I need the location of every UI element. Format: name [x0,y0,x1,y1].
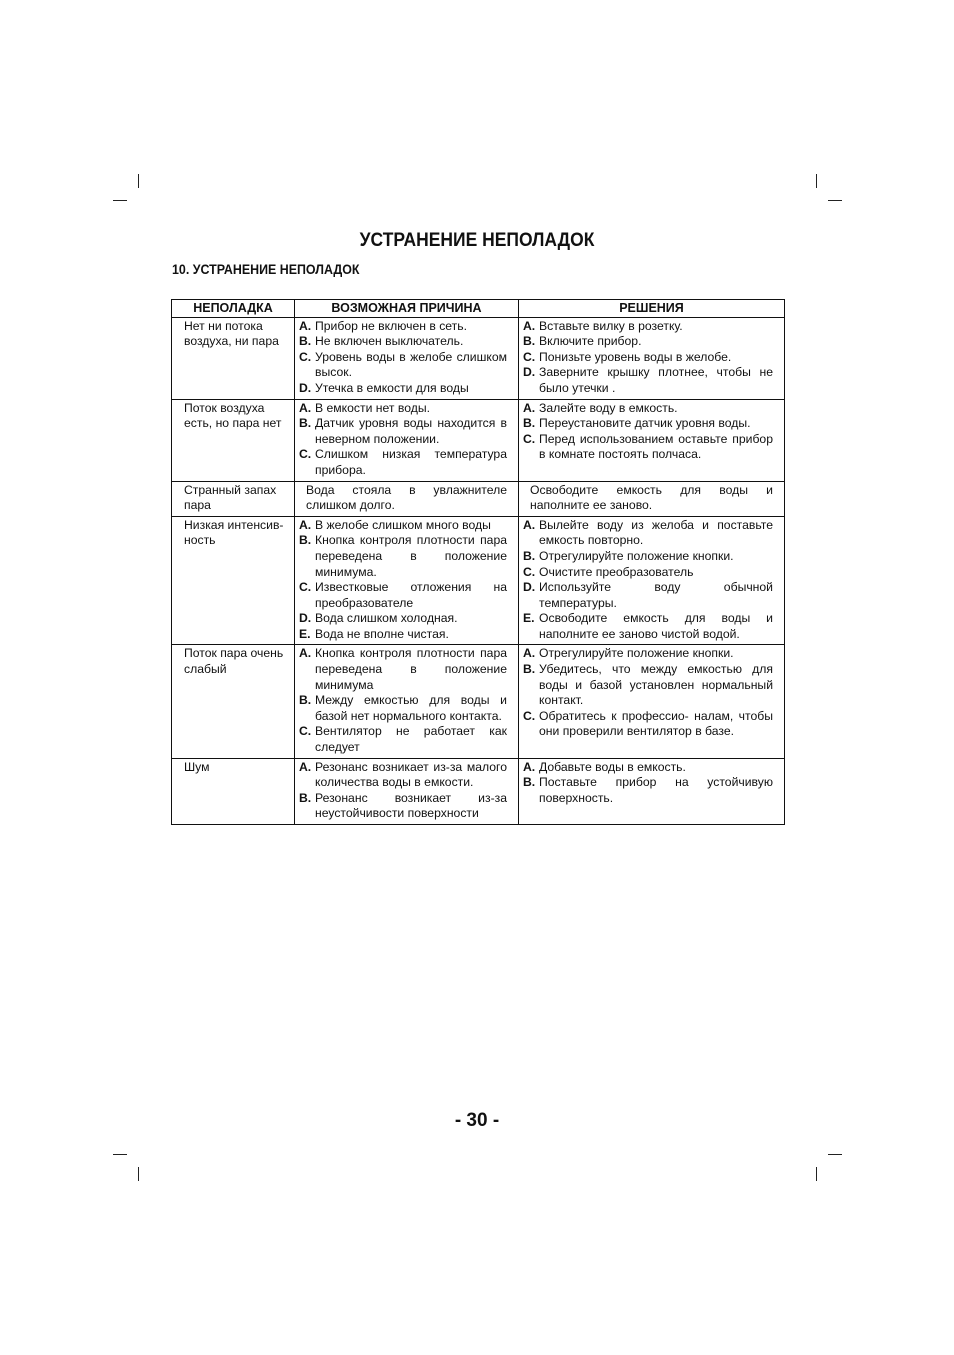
problem-cell: Нет ни потока воздуха, ни пара [172,317,295,399]
list-item: A. Отрегулируйте положение кнопки. [523,646,734,661]
list-item: B. Отрегулируйте положение кнопки. [523,548,734,563]
header-cause: ВОЗМОЖНАЯ ПРИЧИНА [295,300,519,318]
list-item: E. Вода не вполне чистая. [299,626,449,641]
solution-cell: Освободите емкость для воды и наполните ее заново. [519,481,785,516]
list-item: A. Вставьте вилку в розетку. [523,318,683,333]
list-item: C. Известковые отложения на преобразователе [299,580,507,610]
list-item: A. Прибор не включен в сеть. [299,318,467,333]
list-item: B. Переустановите датчик уровня воды. [523,416,751,431]
crop-mark-bottom-left-vertical [138,1167,139,1181]
page-title: УСТРАНЕНИЕ НЕПОЛАДОК [359,230,595,251]
cause-cell [295,758,519,824]
header-solution: РЕШЕНИЯ [519,300,785,318]
list-item: C. Уровень воды в желобе слишком высок. [299,349,507,380]
list-item: B. Не включен выключатель. [299,334,464,349]
list-item: B. Датчик уровня воды находится в неверном положении. [299,416,507,446]
list-item: C. Перед использованием оставьте прибор в комнате постоять полчаса. [523,431,773,462]
list-item: A. В желобе слишком много воды [299,517,491,532]
table-row [172,317,785,399]
list-item: C. Очистите преобразователь [523,564,694,579]
crop-mark-bottom-left-horizontal [113,1154,127,1155]
crop-mark-top-left-vertical [138,174,139,188]
crop-mark-top-right-horizontal [828,200,842,201]
list-item: B. Между емкостью для воды и базой нет нормального контакта. [299,693,507,723]
cause-cell [295,516,519,645]
list-item: E. Освободите емкость для воды и наполните ее заново чистой водой. [523,611,773,641]
header-problem: НЕПОЛАДКА [172,300,295,318]
solution-cell [519,317,785,399]
list-item: A. Залейте воду в емкость. [523,400,678,415]
crop-mark-top-right-vertical [816,174,817,188]
table-row [172,758,785,824]
crop-mark-bottom-right-horizontal [828,1154,842,1155]
list-item: B. Поставьте прибор на устойчивую поверхность. [523,775,773,805]
table-row [172,516,785,645]
solution-cell [519,399,785,481]
list-item: C. Обратитесь к профессио- налам, чтобы они проверили вентилятор в базе. [523,708,773,739]
solution-cell [519,645,785,758]
table-row [172,399,785,481]
list-item: B. Резонанс возникает из-за неустойчивости поверхности [299,790,507,821]
cause-cell [295,645,519,758]
list-item: C. Слишком низкая температура прибора. [299,447,507,477]
cause-cell: Вода стояла в увлажнителе слишком долго. [295,481,519,516]
list-item: A. Резонанс возникает из-за малого количества воды в емкости. [299,759,507,790]
problem-cell: Низкая интенсив-ность [172,516,295,645]
solution-cell [519,758,785,824]
list-item: A. Кнопка контроля плотности пара переведена в положение минимума [299,646,507,692]
list-item: A. В емкости нет воды. [299,400,430,415]
problem-cell: Шум [172,758,295,824]
list-item: D. Вода слишком холодная. [299,611,458,626]
list-item: B. Убедитесь, что между емкостью для воды и базой установлен нормальный контакт. [523,662,773,708]
page-number: - 30 - [454,1110,500,1131]
solution-cell [519,516,785,645]
cause-cell [295,317,519,399]
cause-cell [295,399,519,481]
list-item: D. Утечка в емкости для воды [299,380,469,395]
problem-cell: Странный запах пара [172,481,295,516]
section-title: 10. УСТРАНЕНИЕ НЕПОЛАДОК [172,262,360,277]
list-item: D. Используйте воду обычной температуры. [523,580,773,610]
troubleshooting-table [171,299,785,825]
list-item: C. Понизьте уровень воды в желобе. [523,349,732,364]
table-row [172,481,785,516]
problem-cell: Поток пара очень слабый [172,645,295,758]
problem-cell: Поток воздуха есть, но пара нет [172,399,295,481]
list-item: D. Заверните крышку плотнее, чтобы не было утечки . [523,365,773,395]
list-item: C. Вентилятор не работает как следует [299,724,507,755]
list-item: B. Кнопка контроля плотности пара переведена в положение минимума. [299,533,507,579]
crop-mark-top-left-horizontal [113,200,127,201]
crop-mark-bottom-right-vertical [816,1167,817,1181]
table-row [172,645,785,758]
table-header-row [172,300,785,318]
list-item: A. Вылейте воду из желоба и поставьте емкость повторно. [523,517,773,548]
list-item: B. Включите прибор. [523,334,642,349]
list-item: A. Добавьте воды в емкость. [523,759,686,774]
